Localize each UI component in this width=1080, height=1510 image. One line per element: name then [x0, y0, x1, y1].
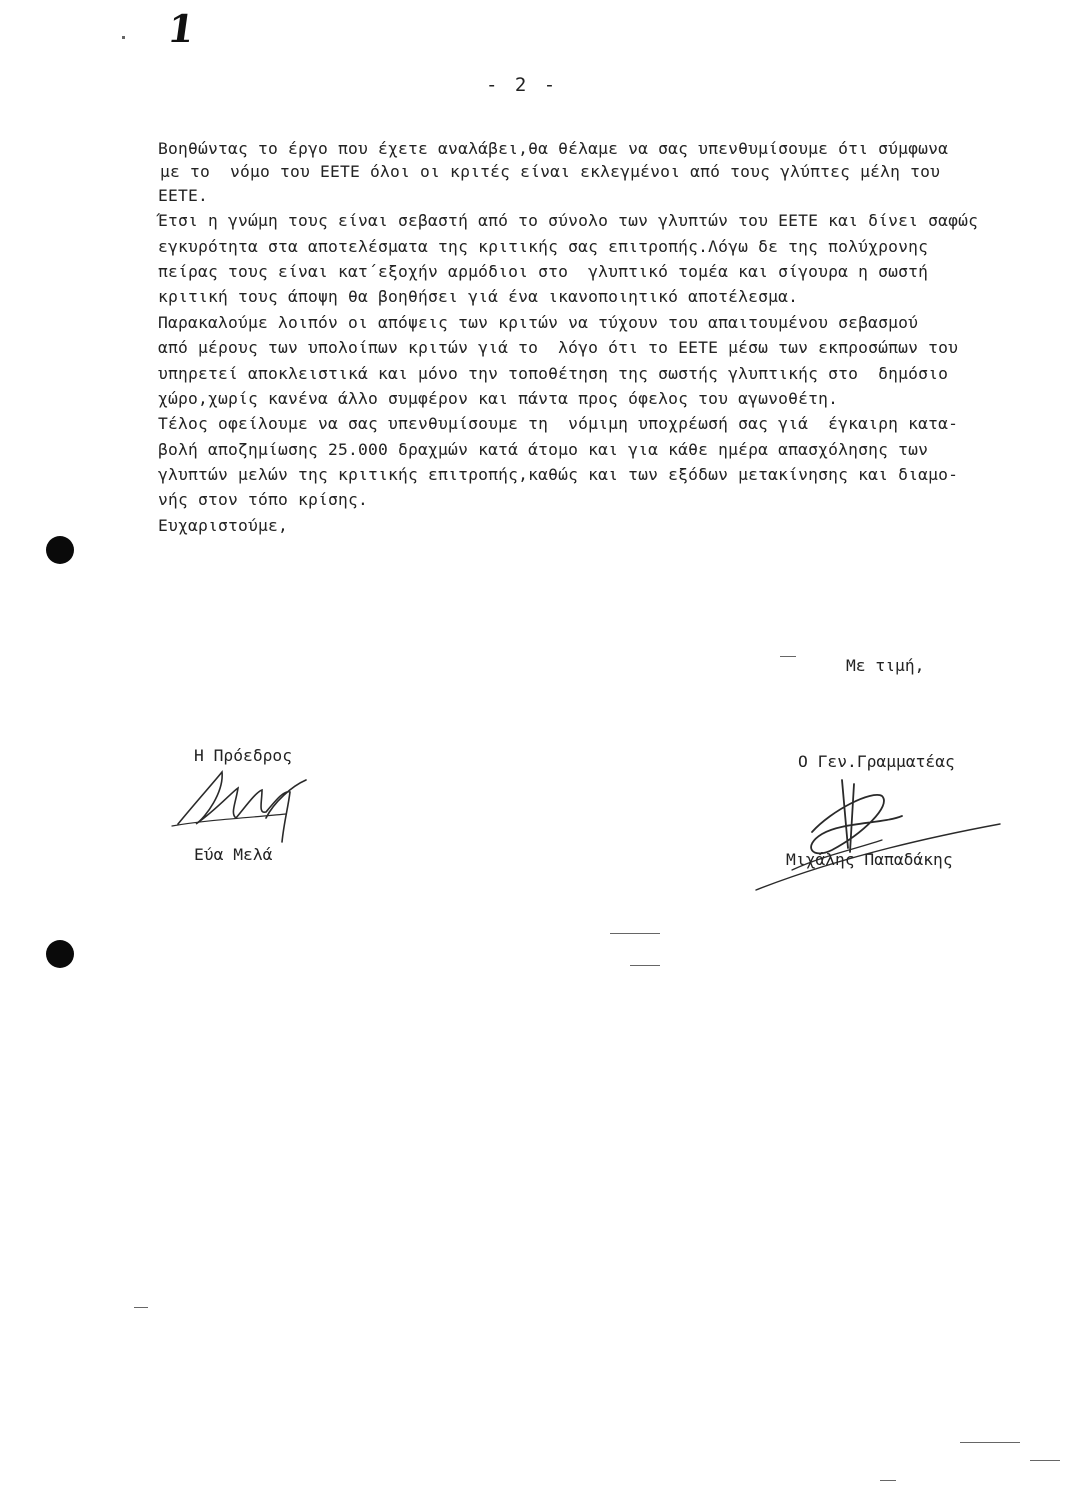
closing-salutation: Με τιμή,	[846, 656, 925, 675]
body-line: νής στον τόπο κρίσης.	[158, 490, 369, 510]
secretary-signature	[752, 770, 1002, 900]
letter-body	[158, 137, 1038, 537]
secretary-title: Ο Γεν.Γραμματέας	[798, 752, 955, 771]
body-line: Παρακαλούμε λοιπόν οι απόψεις των κριτών να τύχουν του απαιτουμένου σεβασμού	[158, 312, 919, 332]
body-line: από μέρους των υπολοίπων κριτών γιά το λόγο ότι το ΕΕΤΕ μέσω των εκπροσώπων του	[158, 338, 959, 358]
body-line: χώρο,χωρίς κανένα άλλο συμφέρον και πάντα προς όφελος του αγωνοθέτη.	[158, 388, 839, 408]
president-name: Εύα Μελά	[194, 845, 273, 864]
body-line: υπηρετεί αποκλειστικά και μόνο την τοποθέτηση της σωστής γλυπτικής στο δημόσιο	[158, 363, 949, 383]
scan-speck	[610, 933, 660, 934]
corner-mark: 1	[164, 6, 198, 51]
scan-speck	[630, 965, 660, 966]
page-number: - 2 -	[486, 74, 559, 96]
body-line: Έτσι η γνώμη τους είναι σεβαστή από το σύνολο των γλυπτών του ΕΕΤΕ και δίνει σαφώς	[158, 211, 979, 231]
body-line: πείρας τους είναι κατ΄εξοχήν αρμόδιοι στο γλυπτικό τομέα και σίγουρα η σωστή	[158, 261, 929, 281]
body-line: ΕΕΤΕ.	[158, 185, 209, 205]
body-line: γλυπτών μελών της κριτικής επιτροπής,καθώς και των εξόδων μετακίνησης και διαμο-	[158, 465, 959, 485]
body-line: Βοηθώντας το έργο που έχετε αναλάβει,θα θέλαμε να σας υπενθυμίσουμε ότι σύμφωνα	[158, 139, 949, 158]
scan-speck	[960, 1442, 1020, 1443]
secretary-name: Μιχάλης Παπαδάκης	[786, 850, 953, 869]
body-line: με το νόμο του ΕΕΤΕ όλοι οι κριτές είναι εκλεγμένοι από τους γλύπτες μέλη του	[160, 162, 941, 182]
punch-hole	[46, 536, 74, 564]
body-line: Τέλος οφείλουμε να σας υπενθυμίσουμε τη νόμιμη υποχρέωσή σας γιά έγκαιρη κατα-	[158, 414, 959, 434]
body-line: Ευχαριστούμε,	[158, 515, 289, 535]
scan-speck	[1030, 1460, 1060, 1461]
scan-speck	[780, 656, 796, 657]
president-title: Η Πρόεδρος	[194, 746, 293, 765]
punch-hole	[46, 940, 74, 968]
scan-speck	[122, 36, 125, 39]
body-line: βολή αποζημίωσης 25.000 δραχμών κατά άτομο και για κάθε ημέρα απασχόλησης των	[158, 439, 929, 459]
body-line: κριτική τους άποψη θα βοηθήσει γιά ένα ικανοποιητικό αποτέλεσμα.	[158, 287, 799, 307]
president-signature	[166, 762, 326, 852]
scan-speck	[134, 1307, 148, 1308]
body-line: εγκυρότητα στα αποτελέσματα της κριτικής σας επιτροπής.Λόγω δε της πολύχρονης	[158, 236, 929, 256]
scan-speck	[880, 1480, 896, 1481]
